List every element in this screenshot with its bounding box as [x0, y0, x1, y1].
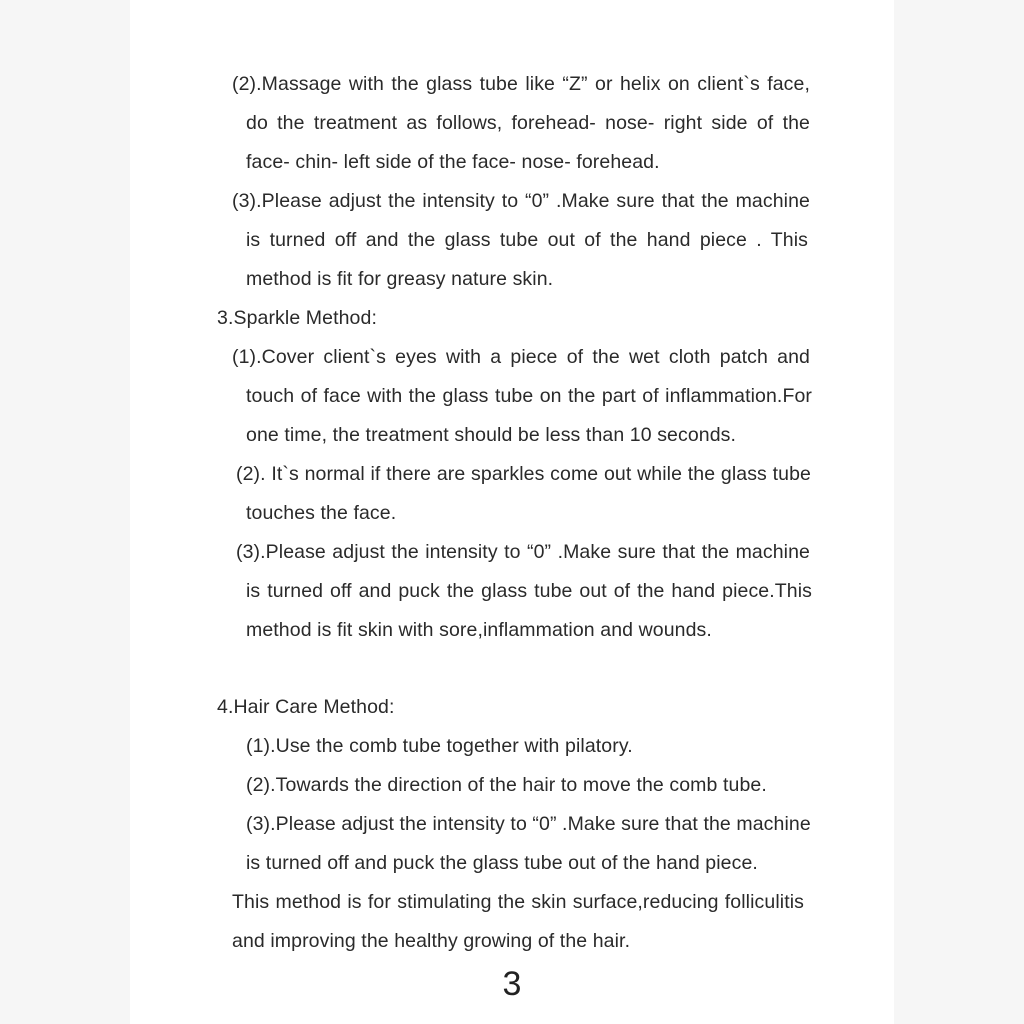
text-line: face- chin- left side of the face- nose- forehead. [246, 151, 660, 173]
text-line: (2).Massage with the glass tube like “Z” or helix on client`s face, [232, 73, 810, 95]
text-line: (1).Cover client`s eyes with a piece of the wet cloth patch and [232, 346, 810, 368]
text-line: (3).Please adjust the intensity to “0” .Make sure that the machine [232, 190, 810, 212]
text-line: (2). It`s normal if there are sparkles come out while the glass tube [236, 463, 811, 485]
page-number: 3 [502, 965, 522, 1003]
text-line: one time, the treatment should be less than 10 seconds. [246, 424, 737, 446]
text-line: and improving the healthy growing of the hair. [232, 930, 631, 952]
text-line: is turned off and puck the glass tube out of the hand piece.This [246, 580, 812, 602]
text-line: method is fit for greasy nature skin. [246, 268, 554, 290]
text-line: is turned off and puck the glass tube out of the hand piece. [246, 852, 758, 874]
text-line: (2).Towards the direction of the hair to move the comb tube. [246, 774, 767, 796]
text-line: touches the face. [246, 502, 397, 524]
text-line: touch of face with the glass tube on the part of inflammation.For [246, 385, 812, 407]
text-line: This method is for stimulating the skin surface,reducing folliculitis [232, 891, 804, 913]
text-line: (1).Use the comb tube together with pilatory. [246, 735, 633, 757]
text-line: (3).Please adjust the intensity to “0” .Make sure that the machine [246, 813, 811, 835]
section-heading: 3.Sparkle Method: [217, 307, 377, 329]
section-heading: 4.Hair Care Method: [217, 696, 395, 718]
text-line: (3).Please adjust the intensity to “0” .Make sure that the machine [236, 541, 810, 563]
text-line: is turned off and the glass tube out of the hand piece . This [246, 229, 808, 251]
text-line: do the treatment as follows, forehead- nose- right side of the [246, 112, 810, 134]
text-line: method is fit skin with sore,inflammation and wounds. [246, 619, 712, 641]
